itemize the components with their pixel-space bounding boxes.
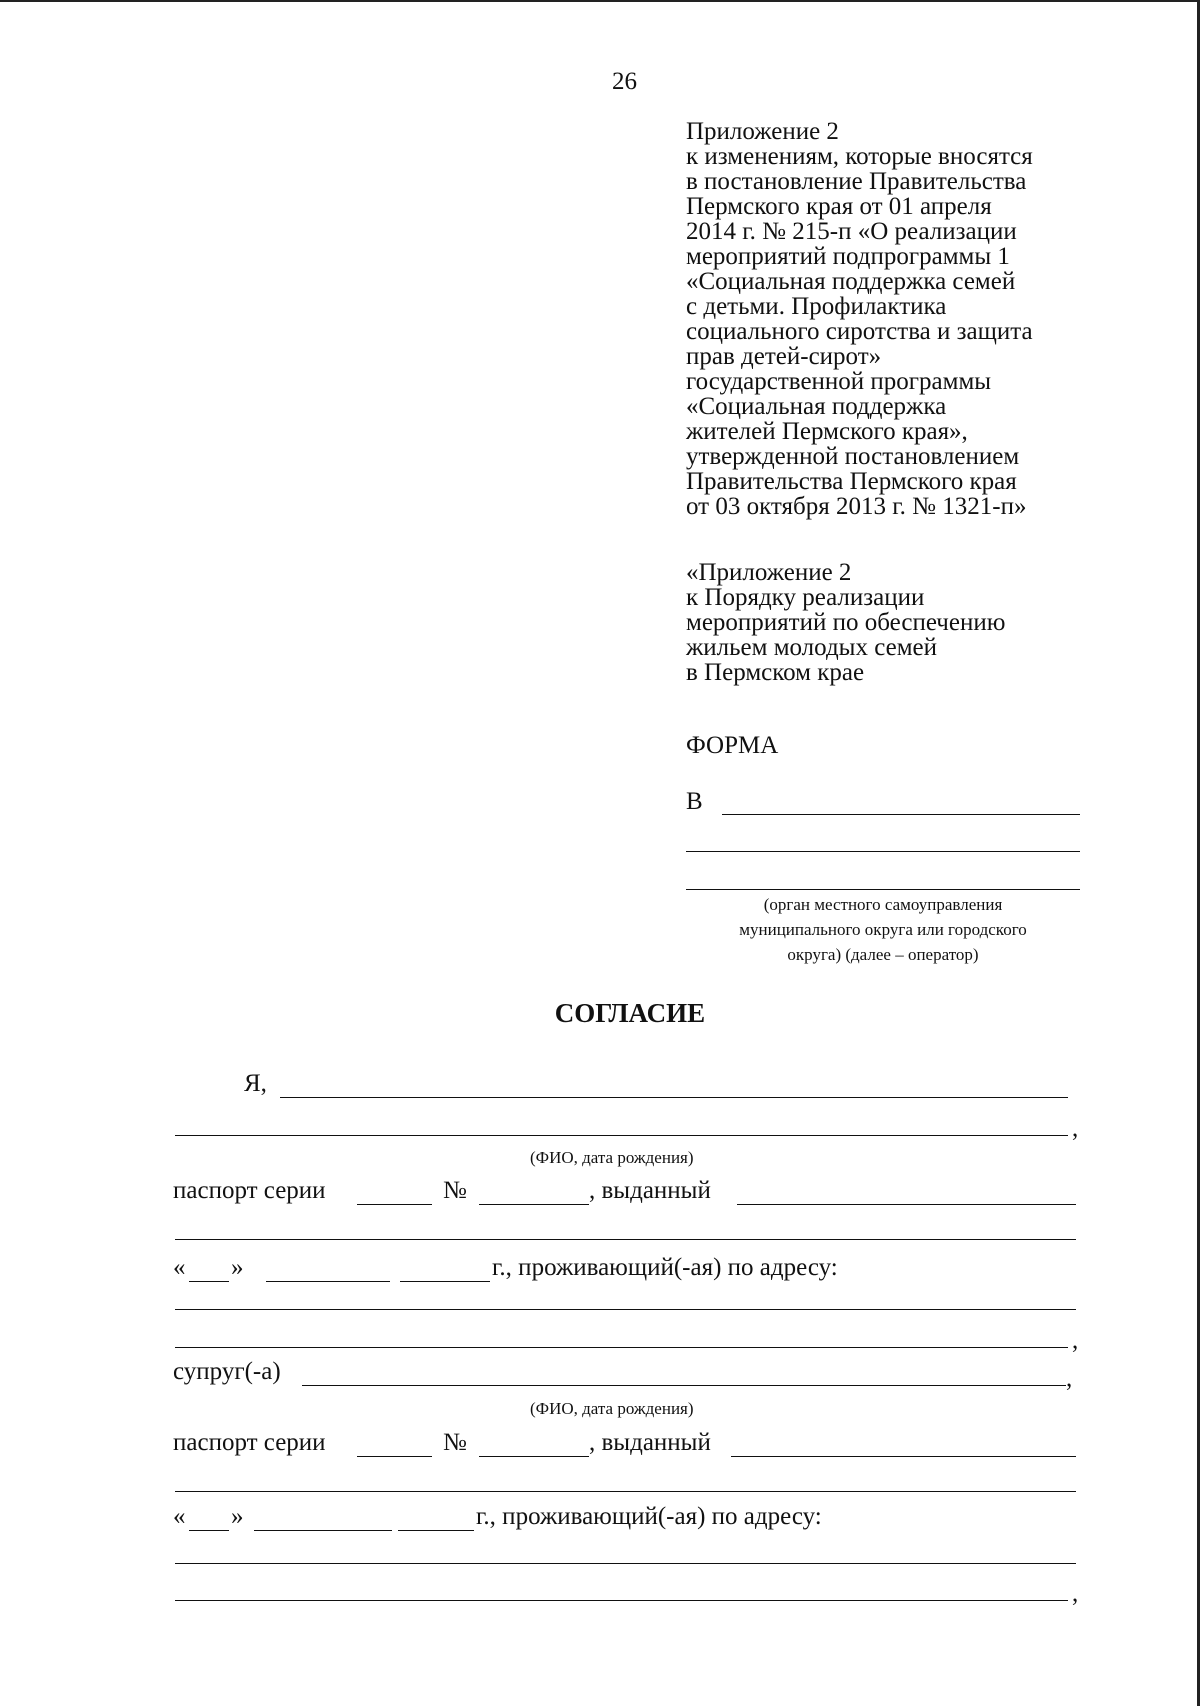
sub-appendix-line: «Приложение 2 bbox=[686, 559, 852, 586]
applicant-fio-field-line-1[interactable] bbox=[280, 1097, 1068, 1098]
appendix-line: Приложение 2 bbox=[686, 118, 839, 145]
comma: , bbox=[1072, 1580, 1079, 1607]
spouse-address-field-line-1[interactable] bbox=[175, 1563, 1076, 1564]
document-title: СОГЛАСИЕ bbox=[554, 998, 706, 1028]
sub-appendix-line: в Пермском крае bbox=[686, 659, 865, 686]
passport-series-label: паспорт серии bbox=[173, 1177, 326, 1204]
spouse-fio-field[interactable] bbox=[302, 1385, 1066, 1386]
date-open-quote: « bbox=[173, 1254, 186, 1281]
comma: , bbox=[1066, 1365, 1073, 1392]
operator-field-line-3[interactable] bbox=[686, 889, 1080, 890]
appendix-line: в постановление Правительства bbox=[686, 168, 1027, 195]
number-sign: № bbox=[443, 1177, 467, 1204]
passport-number-field[interactable] bbox=[479, 1204, 589, 1205]
spouse-issue-year-field[interactable] bbox=[398, 1530, 474, 1531]
appendix-header bbox=[686, 119, 1033, 519]
spouse-issue-month-field[interactable] bbox=[254, 1530, 392, 1531]
i-label: Я, bbox=[244, 1070, 267, 1097]
issue-year-field[interactable] bbox=[400, 1281, 490, 1282]
appendix-line: к изменениям, которые вносятся bbox=[686, 143, 1033, 170]
issued-label: , выданный bbox=[589, 1429, 711, 1456]
date-close-quote: » bbox=[231, 1254, 244, 1281]
appendix-line: прав детей-сирот» bbox=[686, 343, 882, 370]
page-number: 26 bbox=[612, 68, 637, 95]
form-label: ФОРМА bbox=[686, 732, 779, 759]
appendix-line: «Социальная поддержка семей bbox=[686, 268, 1016, 295]
operator-field-line-1[interactable] bbox=[722, 814, 1080, 815]
operator-caption-line: муниципального округа или городского bbox=[739, 920, 1027, 939]
issue-day-field[interactable] bbox=[189, 1281, 229, 1282]
year-living-label: г., проживающий(-ая) по адресу: bbox=[492, 1254, 838, 1281]
spouse-issue-day-field[interactable] bbox=[189, 1530, 229, 1531]
number-sign: № bbox=[443, 1429, 467, 1456]
applicant-fio-field-line-2[interactable] bbox=[175, 1135, 1068, 1136]
appendix-line: Пермского края от 01 апреля bbox=[686, 193, 992, 220]
to-label: В bbox=[686, 788, 703, 815]
passport-series-label: паспорт серии bbox=[173, 1429, 326, 1456]
spouse-address-field-line-2[interactable] bbox=[175, 1600, 1068, 1601]
address-field-line-1[interactable] bbox=[175, 1309, 1076, 1310]
appendix-line: Правительства Пермского края bbox=[686, 468, 1017, 495]
appendix-line: утвержденной постановлением bbox=[686, 443, 1020, 470]
sub-appendix-line: к Порядку реализации bbox=[686, 584, 925, 611]
operator-field-line-2[interactable] bbox=[686, 851, 1080, 852]
year-living-label: г., проживающий(-ая) по адресу: bbox=[476, 1503, 822, 1530]
appendix-line: мероприятий подпрограммы 1 bbox=[686, 243, 1010, 270]
sub-appendix-header bbox=[686, 560, 1005, 685]
comma: , bbox=[1072, 1327, 1079, 1354]
appendix-line: государственной программы bbox=[686, 368, 992, 395]
spouse-issued-by-field[interactable] bbox=[731, 1456, 1076, 1457]
operator-caption-line: округа) (далее – оператор) bbox=[787, 945, 979, 964]
spouse-label: супруг(-а) bbox=[173, 1358, 281, 1385]
appendix-line: «Социальная поддержка bbox=[686, 393, 947, 420]
sub-appendix-line: мероприятий по обеспечению bbox=[686, 609, 1006, 636]
operator-caption-line: (орган местного самоуправления bbox=[763, 895, 1003, 914]
appendix-line: от 03 октября 2013 г. № 1321-п» bbox=[686, 493, 1027, 520]
appendix-line: социального сиротства и защита bbox=[686, 318, 1033, 345]
sub-appendix-line: жильем молодых семей bbox=[686, 634, 938, 661]
issue-month-field[interactable] bbox=[266, 1281, 390, 1282]
comma: , bbox=[1072, 1115, 1079, 1142]
passport-series-field[interactable] bbox=[357, 1204, 432, 1205]
spouse-fio-caption: (ФИО, дата рождения) bbox=[530, 1399, 694, 1418]
spouse-issued-by-field-line-2[interactable] bbox=[175, 1491, 1076, 1492]
address-field-line-2[interactable] bbox=[175, 1347, 1068, 1348]
issued-label: , выданный bbox=[589, 1177, 711, 1204]
issued-by-field[interactable] bbox=[737, 1204, 1076, 1205]
applicant-fio-caption: (ФИО, дата рождения) bbox=[530, 1148, 694, 1167]
spouse-passport-series-field[interactable] bbox=[357, 1456, 432, 1457]
date-close-quote: » bbox=[231, 1503, 244, 1530]
issued-by-field-line-2[interactable] bbox=[175, 1239, 1076, 1240]
spouse-passport-number-field[interactable] bbox=[479, 1456, 589, 1457]
date-open-quote: « bbox=[173, 1503, 186, 1530]
appendix-line: 2014 г. № 215-п «О реализации bbox=[686, 218, 1017, 245]
appendix-line: жителей Пермского края», bbox=[686, 418, 968, 445]
appendix-line: с детьми. Профилактика bbox=[686, 293, 947, 320]
